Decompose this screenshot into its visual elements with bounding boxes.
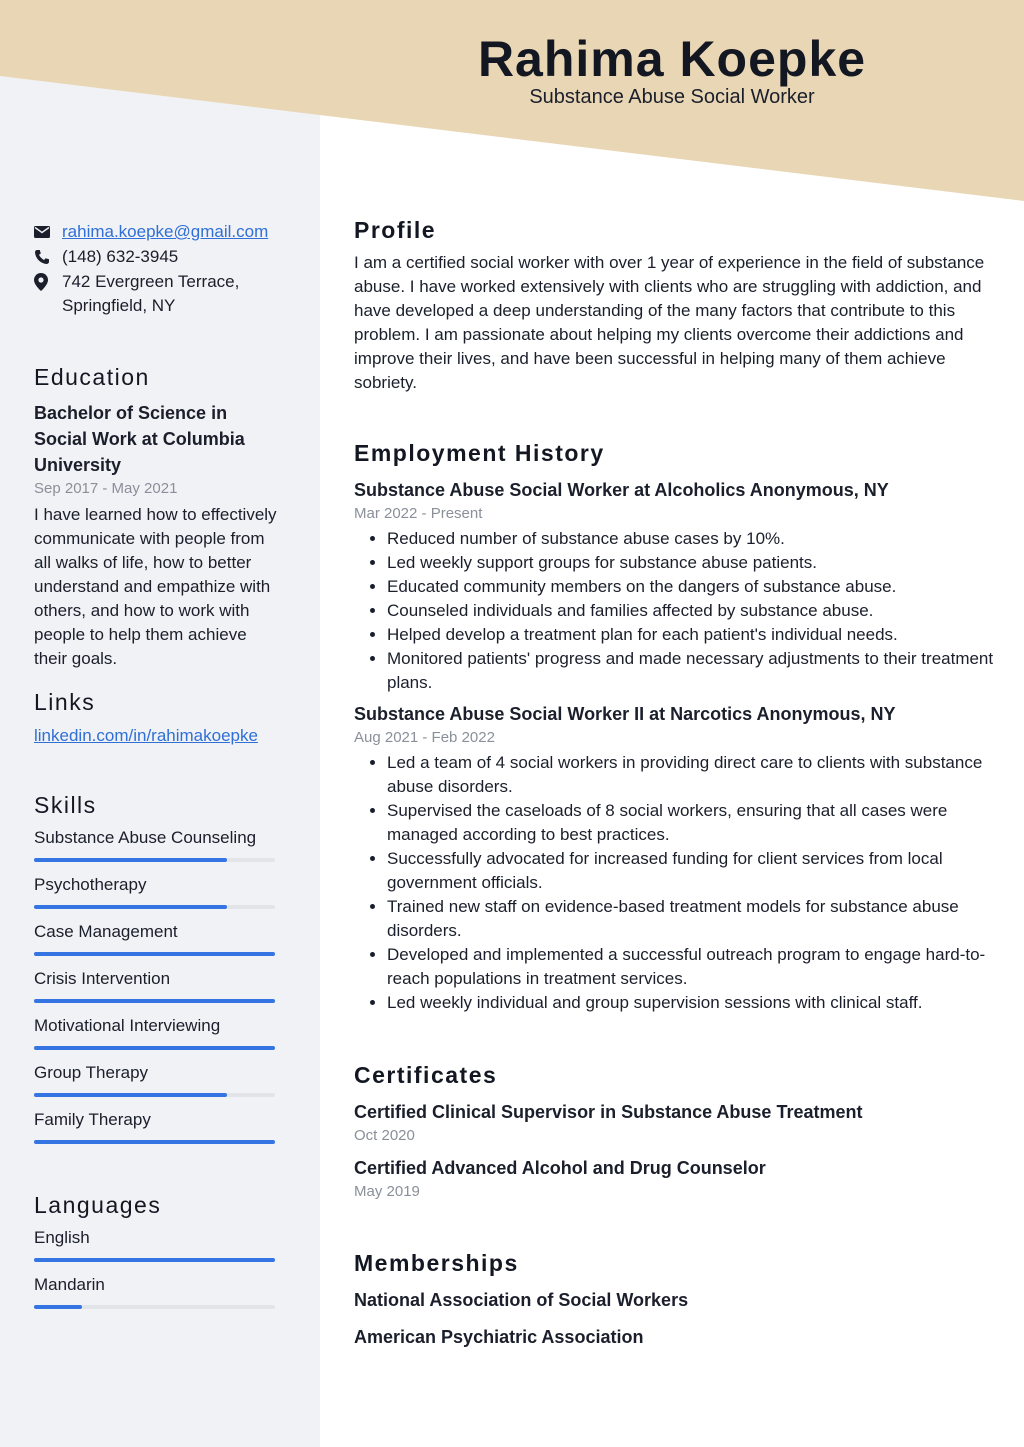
skill-label: Family Therapy: [34, 1110, 151, 1129]
certificate-title: Certified Clinical Supervisor in Substance Abuse Treatment: [354, 1102, 863, 1122]
address-text: [62, 270, 239, 318]
skill-level-bar: [34, 1046, 275, 1050]
skill-label: Psychotherapy: [34, 875, 147, 894]
candidate-name: Rahima Koepke: [477, 31, 867, 87]
job-bullet: • Helped develop a treatment plan for each patient's individual needs.: [387, 623, 994, 647]
job-bullets: [354, 527, 994, 695]
job-entry-title: Substance Abuse Social Worker at Alcoholics Anonymous, NY: [354, 480, 889, 500]
language-item: [34, 1226, 284, 1262]
skill-item: [34, 826, 284, 862]
skill-level-fill: [34, 1046, 275, 1050]
job-bullet: • Reduced number of substance abuse cases by 10%.: [387, 527, 994, 551]
education-degree: Bachelor of Science in Social Work at Columbia University: [34, 403, 245, 475]
job-bullet: • Led weekly individual and group supervision sessions with clinical staff.: [387, 991, 994, 1015]
profile-heading: Profile: [354, 217, 437, 243]
certificate-item: [354, 1155, 994, 1203]
skill-level-fill: [34, 952, 275, 956]
phone-text: (148) 632-3945: [62, 247, 179, 266]
language-level-bar: [34, 1258, 275, 1262]
job-bullet: • Led weekly support groups for substance abuse patients.: [387, 551, 994, 575]
education-section: [34, 362, 284, 671]
education-dates: Sep 2017 - May 2021: [34, 480, 178, 497]
skill-level-bar: [34, 1093, 275, 1097]
job-bullet: • Trained new staff on evidence-based treatment models for substance abuse disorders.: [387, 895, 994, 943]
certificates-list: [354, 1099, 994, 1203]
memberships-section: [354, 1248, 994, 1350]
skill-level-bar: [34, 952, 275, 956]
skill-item: [34, 967, 284, 1003]
job-entry-dates: Mar 2022 - Present: [354, 505, 483, 522]
skill-level-fill: [34, 905, 227, 909]
skills-section: [34, 790, 284, 1155]
job-entry-title: Substance Abuse Social Worker II at Narcotics Anonymous, NY: [354, 704, 896, 724]
certificates-heading: Certificates: [354, 1062, 498, 1088]
certificates-section: [354, 1060, 994, 1203]
skill-label: Crisis Intervention: [34, 969, 171, 988]
skill-label: Group Therapy: [34, 1063, 149, 1082]
language-label: English: [34, 1228, 90, 1247]
contact-address: [34, 270, 284, 318]
languages-section: [34, 1190, 284, 1320]
location-pin-icon: [34, 270, 62, 294]
languages-list: [34, 1226, 284, 1309]
employment-section: [354, 438, 994, 1015]
contact-email: [34, 220, 284, 244]
job-bullet: • Counseled individuals and families affected by substance abuse.: [387, 599, 994, 623]
contact-section: [34, 220, 284, 319]
employment-heading: Employment History: [354, 440, 605, 466]
skill-label: Substance Abuse Counseling: [34, 828, 257, 847]
skill-item: [34, 1014, 284, 1050]
job-bullet: • Successfully advocated for increased funding for client services from local government officials.: [387, 847, 994, 895]
phone-icon: [34, 245, 62, 269]
certificate-title: Certified Advanced Alcohol and Drug Counselor: [354, 1158, 766, 1178]
certificate-date: May 2019: [354, 1183, 420, 1200]
language-item: [34, 1273, 284, 1309]
language-level-fill: [34, 1305, 82, 1309]
address-line-1: 742 Evergreen Terrace,: [62, 272, 240, 291]
language-level-bar: [34, 1305, 275, 1309]
skill-label: Motivational Interviewing: [34, 1016, 221, 1035]
job-bullet: • Developed and implemented a successful outreach program to engage hard-to-reach populations in treatment services.: [387, 943, 994, 991]
skill-item: [34, 1061, 284, 1097]
job-bullet: • Supervised the caseloads of 8 social workers, ensuring that all cases were managed according to best practices.: [387, 799, 994, 847]
profile-section: [354, 215, 994, 395]
profile-text: I am a certified social worker with over 1 year of experience in the field of substance abuse. I have worked extensively with clients who are struggling with addiction, and have developed a deep understanding of the many factors that contribute to this problem. I am passionate about helping my clients overcome their addictions and improve their lives, and have been successful in helping many of them achieve sobriety.: [354, 253, 985, 392]
membership-item: National Association of Social Workers: [354, 1290, 689, 1310]
skill-item: [34, 1108, 284, 1144]
memberships-heading: Memberships: [354, 1250, 519, 1276]
envelope-icon: [34, 220, 62, 244]
skill-level-fill: [34, 999, 275, 1003]
skill-item: [34, 873, 284, 909]
skill-level-bar: [34, 905, 275, 909]
certificate-date: Oct 2020: [354, 1127, 415, 1144]
linkedin-link[interactable]: linkedin.com/in/rahimakoepke: [34, 726, 258, 745]
skill-level-fill: [34, 858, 227, 862]
skills-heading: Skills: [34, 792, 97, 818]
address-line-2: Springfield, NY: [62, 296, 176, 315]
skill-label: Case Management: [34, 922, 178, 941]
language-level-fill: [34, 1258, 275, 1262]
links-section: [34, 687, 284, 748]
language-label: Mandarin: [34, 1275, 105, 1294]
skill-level-fill: [34, 1093, 227, 1097]
job-entry-dates: Aug 2021 - Feb 2022: [354, 729, 495, 746]
job-bullet: • Educated community members on the dangers of substance abuse.: [387, 575, 994, 599]
skill-level-bar: [34, 1140, 275, 1144]
certificate-item: [354, 1099, 994, 1147]
contact-phone: [34, 245, 284, 269]
skill-level-bar: [34, 999, 275, 1003]
job-entry: [354, 701, 994, 1015]
education-heading: Education: [34, 364, 150, 390]
job-title: Substance Abuse Social Worker: [529, 86, 815, 108]
skill-level-fill: [34, 1140, 275, 1144]
skill-level-bar: [34, 858, 275, 862]
links-heading: Links: [34, 689, 96, 715]
membership-item: American Psychiatric Association: [354, 1327, 644, 1347]
skills-list: [34, 826, 284, 1144]
email-link[interactable]: rahima.koepke@gmail.com: [62, 222, 269, 241]
languages-heading: Languages: [34, 1192, 162, 1218]
memberships-list: [354, 1287, 994, 1350]
jobs-list: [354, 477, 994, 1015]
job-entry: [354, 477, 994, 695]
job-bullet: • Led a team of 4 social workers in providing direct care to clients with substance abuse disorders.: [387, 751, 994, 799]
skill-item: [34, 920, 284, 956]
education-description: I have learned how to effectively communicate with people from all walks of life, how to better understand and empathize with others, and how to work with people to help them achieve their goals.: [34, 505, 277, 668]
job-bullets: [354, 751, 994, 1015]
job-bullet: • Monitored patients' progress and made necessary adjustments to their treatment plans.: [387, 647, 994, 695]
